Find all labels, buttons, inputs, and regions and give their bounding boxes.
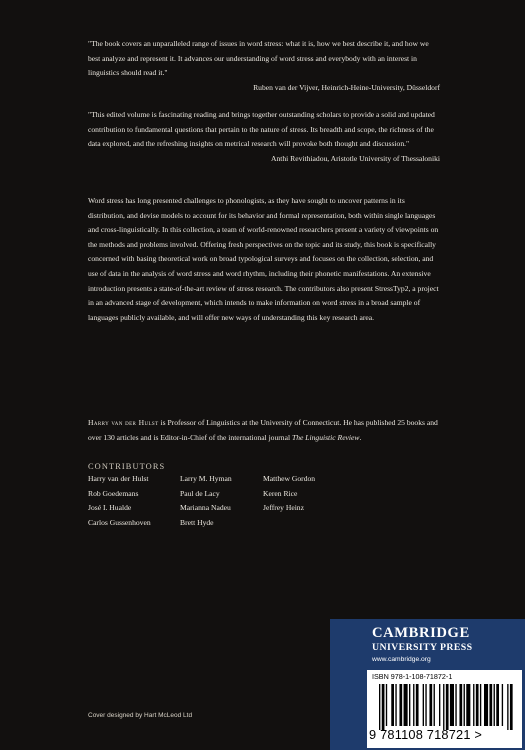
quote-text: "The book covers an unparalleled range of issues in word stress: what it is, how we best describe it, and how we best analyze and represent it. It advances our understanding of word stress and everybody with an interest in linguistics should read it." (88, 39, 429, 78)
publisher-url: www.cambridge.org (372, 656, 431, 663)
barcode-bar (455, 684, 456, 726)
barcode-bar (404, 684, 408, 726)
barcode-bar (466, 684, 470, 726)
barcode-bar (379, 684, 380, 730)
isbn-label: ISBN 978-1-108-71872-1 (372, 672, 453, 681)
contributor-name: José I. Hualde (88, 503, 132, 513)
barcode-bar (391, 684, 394, 726)
barcode-bar (494, 684, 495, 726)
barcode-bar (489, 684, 492, 726)
contributor-name: Rob Goedemans (88, 488, 139, 498)
quote-attribution: Ruben van der Vijver, Heinrich-Heine-University, Düsseldorf (253, 82, 440, 92)
contributors-section (88, 462, 388, 530)
barcode-bar (416, 684, 419, 726)
review-quote-1 (88, 37, 440, 95)
barcode-bar (502, 684, 503, 726)
contributor-name: Larry M. Hyman (180, 474, 232, 483)
barcode-bar (507, 684, 508, 730)
contributor-name: Harry van der Hulst (88, 474, 149, 483)
barcode-bar (464, 684, 465, 726)
barcode-bar (425, 684, 426, 726)
review-quote-2 (88, 108, 440, 166)
bio-text: is Professor of Linguistics at the University of Connecticut. He has published 25 books and over 130 articles and is Editor-in-Chief of the international journal (88, 418, 438, 442)
barcode-bar (382, 684, 385, 730)
barcode-icon (379, 684, 514, 730)
barcode-panel (367, 670, 522, 748)
contributor-name: Marianna Nadeu (180, 503, 231, 513)
barcode-bar (473, 684, 474, 726)
contributor-name: Jeffrey Heinz (263, 503, 304, 513)
quote-attribution: Anthi Revithiadou, Aristotle University of Thessaloniki (270, 153, 440, 163)
journal-title: The Linguistic Review (291, 432, 360, 442)
contributor-name: Carlos Gussenhoven (88, 517, 151, 527)
barcode-bar (446, 684, 449, 730)
barcode-bar (450, 684, 454, 726)
barcode-bar (434, 684, 435, 726)
barcode-bar (395, 684, 396, 726)
publisher-logo-subtitle: UNIVERSITY PRESS (372, 642, 473, 653)
barcode-bar (480, 684, 481, 726)
contributor-name: Brett Hyde (180, 517, 214, 527)
barcode-bar (496, 684, 499, 726)
editor-bio (88, 416, 440, 445)
barcode-bar (510, 684, 513, 730)
contributors-column (88, 472, 180, 530)
quote-text: "This edited volume is fascinating reading and brings together outstanding scholars to provide a solid and updated contribution to fundamental questions that pertain to the nature of stress. Its breadth and scope, the richness of the data explored, and the refreshing insights on metrical research will provoke both thought and discussion." (88, 110, 435, 149)
editor-name: Harry van der Hulst (88, 418, 159, 427)
barcode-bar (439, 684, 440, 726)
book-description: Word stress has long presented challenges to phonologists, as they have sought to uncover patterns in its distribution, and devise models to account for its behavior and formal representation, both within single languages and cross-linguistically. In this collection, a team of world-renowned researchers present a variety of viewpoints on the methods and problems involved. Offering fresh perspectives on the topic and its study, this book is specifically concerned with basing theoretical work on broad typological surveys and focuses on the collection, selection, and use of data in the analysis of word stress and word rhythm, including their phonetic manifestations. An extensive introduction presents a state-of-the-art review of stress research. The contributors also present StressTyp2, a project in an advanced stage of development, which intends to make information on word stress in a broad sample of languages publicly available, and will offer new ways of understanding this key research area. (88, 196, 439, 322)
contributor-name: Paul de Lacy (180, 488, 220, 498)
barcode-bar (476, 684, 479, 726)
barcode-bar (399, 684, 402, 726)
publisher-logo-name: CAMBRIDGE (372, 625, 470, 641)
barcode-digits: 9 781108 718721 > (369, 727, 483, 742)
barcode-bar (484, 684, 488, 726)
contributor-name: Keren Rice (263, 488, 298, 498)
barcode-bar (423, 684, 424, 726)
barcode-bar (409, 684, 410, 726)
barcode-bar (386, 684, 387, 726)
bio-text-end: . (359, 432, 362, 442)
barcode-bar (429, 684, 432, 726)
contributor-name: Matthew Gordon (263, 474, 316, 483)
publisher-panel (330, 619, 525, 750)
barcode-bar (443, 684, 444, 730)
cover-credit: Cover designed by Hart McLeod Ltd (88, 712, 193, 719)
barcode-bar (459, 684, 462, 726)
barcode-bar (413, 684, 414, 726)
contributors-heading: CONTRIBUTORS (88, 462, 166, 471)
contributors-column (180, 472, 263, 530)
contributors-column (263, 472, 363, 530)
